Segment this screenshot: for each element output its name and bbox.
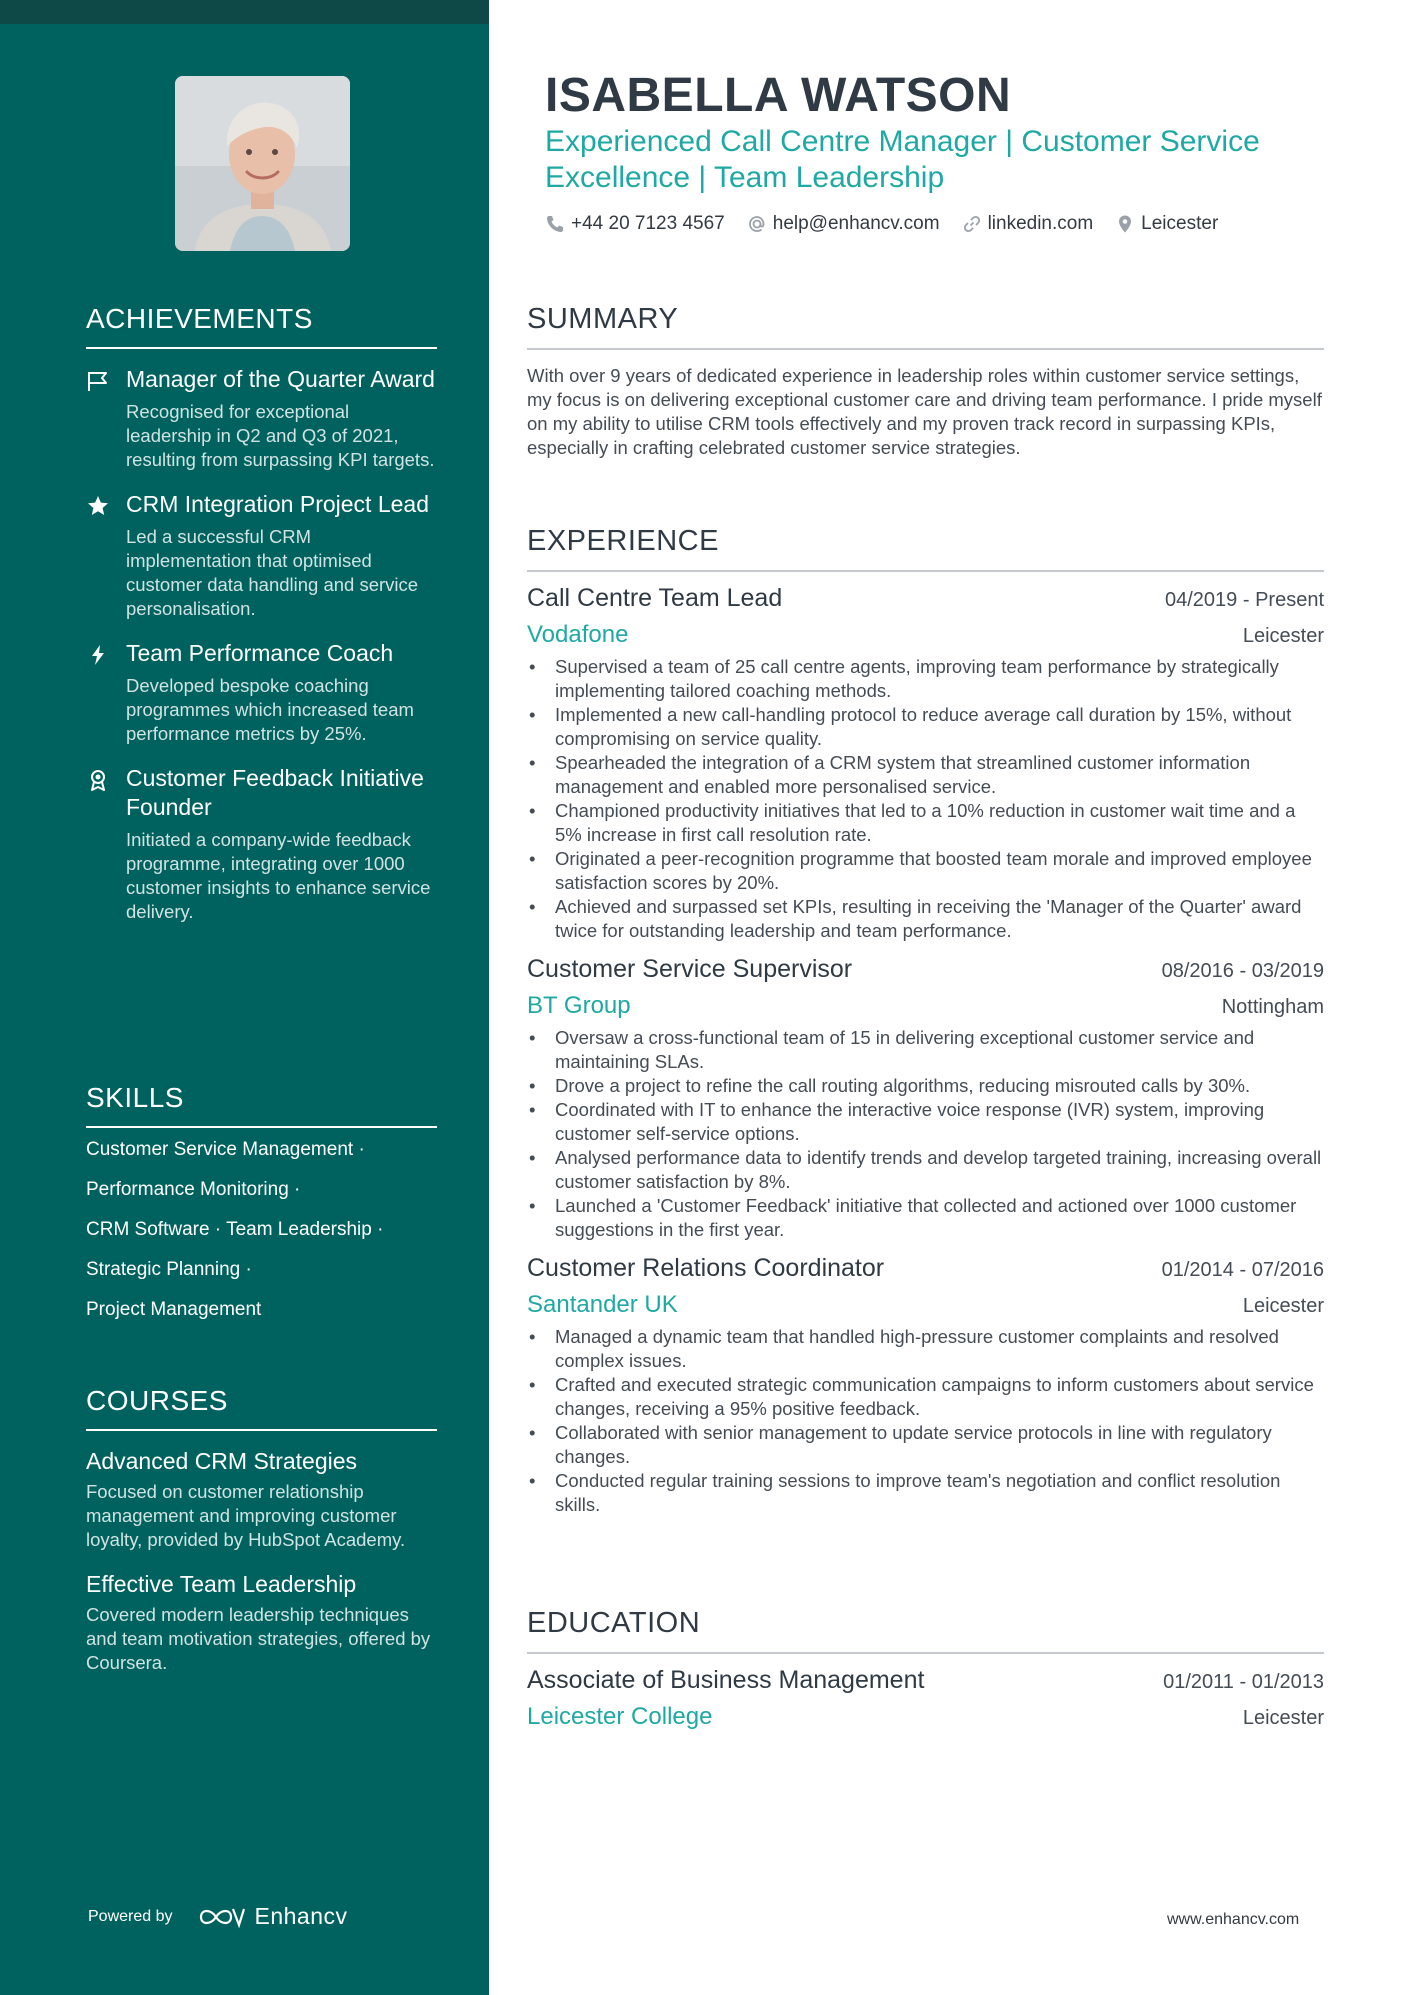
skill-line: Performance Monitoring · bbox=[86, 1179, 301, 1200]
job-bullet: • Analysed performance data to identify trends and develop targeted training, increasing overall customer satisfaction by 8%. bbox=[527, 1146, 1324, 1194]
course-title: Effective Team Leadership bbox=[86, 1571, 357, 1597]
achievement-description: Recognised for exceptional leadership in Q2 and Q3 of 2021, resulting from surpassing KPI targets. bbox=[126, 401, 435, 470]
contact-location bbox=[1115, 213, 1218, 235]
powered-by-label: Powered by bbox=[88, 1907, 173, 1925]
course-item bbox=[86, 1570, 437, 1675]
achievement-description: Initiated a company-wide feedback programme, integrating over 1000 customer insights to enhance service delivery. bbox=[126, 829, 431, 922]
enhancv-logo-icon bbox=[199, 1905, 245, 1929]
course-description: Focused on customer relationship management and improving customer loyalty, provided by HubSpot Academy. bbox=[86, 1481, 406, 1550]
course-item bbox=[86, 1447, 437, 1552]
sidebar bbox=[0, 0, 489, 1995]
bolt-icon bbox=[86, 643, 110, 667]
job-bullets bbox=[527, 655, 1324, 943]
achievement-title: Manager of the Quarter Award bbox=[126, 366, 435, 392]
flag-icon bbox=[86, 369, 110, 393]
job-bullets bbox=[527, 1325, 1324, 1517]
education-location: Leicester bbox=[1242, 1707, 1324, 1729]
skills-list bbox=[86, 1138, 437, 1322]
education-section bbox=[527, 1607, 1324, 1731]
achievement-description: Developed bespoke coaching programmes which increased team performance metrics by 25%. bbox=[126, 675, 414, 744]
brand-logo[interactable] bbox=[199, 1903, 348, 1930]
skill-line: CRM Software · Team Leadership · bbox=[86, 1219, 384, 1240]
achievement-item bbox=[86, 490, 437, 621]
job-entry bbox=[527, 584, 1324, 943]
job-bullet: • Crafted and executed strategic communication campaigns to inform customers about service changes, receiving a 95% positive feedback. bbox=[527, 1373, 1324, 1421]
achievements-section bbox=[86, 303, 437, 942]
courses-section bbox=[86, 1385, 437, 1675]
job-bullet: • Oversaw a cross-functional team of 15 in delivering exceptional customer service and maintaining SLAs. bbox=[527, 1026, 1324, 1074]
skill-line: Strategic Planning · bbox=[86, 1259, 252, 1280]
job-bullet: • Managed a dynamic team that handled high-pressure customer complaints and resolved complex issues. bbox=[527, 1325, 1324, 1373]
achievement-title: CRM Integration Project Lead bbox=[126, 491, 429, 517]
powered-by bbox=[88, 1903, 348, 1930]
skills-heading: SKILLS bbox=[86, 1082, 437, 1128]
courses-heading: COURSES bbox=[86, 1385, 437, 1431]
job-bullet: • Spearheaded the integration of a CRM system that streamlined customer information management and enabled more personalised service. bbox=[527, 751, 1324, 799]
job-dates: 08/2016 - 03/2019 bbox=[1161, 960, 1324, 982]
contact-bar bbox=[545, 213, 1218, 235]
summary-heading: SUMMARY bbox=[527, 303, 1324, 350]
phone-icon bbox=[545, 214, 565, 234]
contact-email-text: help@enhancv.com bbox=[772, 213, 940, 234]
job-title: Customer Relations Coordinator bbox=[527, 1254, 885, 1282]
job-location: Leicester bbox=[1242, 625, 1324, 647]
avatar bbox=[175, 76, 350, 251]
achievement-description: Led a successful CRM implementation that optimised customer data handling and service personalisation. bbox=[126, 526, 419, 619]
job-bullet: • Supervised a team of 25 call centre agents, improving team performance by strategically implementing tailored coaching methods. bbox=[527, 655, 1324, 703]
job-dates: 01/2014 - 07/2016 bbox=[1161, 1259, 1324, 1281]
job-bullet: • Championed productivity initiatives that led to a 10% reduction in customer wait time and a 5% increase in first call resolution rate. bbox=[527, 799, 1324, 847]
course-description: Covered modern leadership techniques and team motivation strategies, offered by Coursera. bbox=[86, 1604, 431, 1673]
achievement-title: Customer Feedback Initiative Founder bbox=[126, 765, 424, 820]
location-pin-icon bbox=[1115, 214, 1135, 234]
job-company: BT Group bbox=[527, 992, 631, 1019]
summary-section bbox=[527, 303, 1324, 460]
job-entry bbox=[527, 1254, 1324, 1517]
job-bullet: • Implemented a new call-handling protocol to reduce average call duration by 15%, without compromising on service quality. bbox=[527, 703, 1324, 751]
person-headline: Experienced Call Centre Manager | Customer Service Excellence | Team Leadership bbox=[545, 125, 1260, 194]
achievement-item bbox=[86, 365, 437, 472]
skill-line: Project Management bbox=[86, 1299, 262, 1320]
person-name: ISABELLA WATSON bbox=[545, 69, 1012, 122]
summary-text: With over 9 years of dedicated experience in leadership roles within customer service settings, my focus is on delivering exceptional customer care and driving team performance. I pride myself on my ability to utilise CRM tools effectively and my proven track record in surpassing KPIs, especially in crafting celebrated customer service strategies. bbox=[527, 365, 1322, 458]
contact-location-text: Leicester bbox=[1141, 213, 1219, 234]
achievement-title: Team Performance Coach bbox=[126, 640, 394, 666]
education-school: Leicester College bbox=[527, 1703, 713, 1730]
contact-email[interactable] bbox=[747, 213, 940, 235]
job-bullet: • Drove a project to refine the call routing algorithms, reducing misrouted calls by 30%. bbox=[527, 1074, 1324, 1098]
job-bullet: • Collaborated with senior management to update service protocols in line with regulatory changes. bbox=[527, 1421, 1324, 1469]
experience-section bbox=[527, 525, 1324, 1517]
star-icon bbox=[86, 494, 110, 518]
job-dates: 04/2019 - Present bbox=[1165, 589, 1324, 611]
education-dates: 01/2011 - 01/2013 bbox=[1163, 1671, 1324, 1693]
award-icon bbox=[86, 768, 110, 792]
job-bullet: • Achieved and surpassed set KPIs, resulting in receiving the 'Manager of the Quarter' award twice for outstanding leadership and team performance. bbox=[527, 895, 1324, 943]
job-bullet: • Originated a peer-recognition programme that boosted team morale and improved employee satisfaction scores by 20%. bbox=[527, 847, 1324, 895]
achievements-list bbox=[86, 365, 437, 924]
job-bullet: • Coordinated with IT to enhance the interactive voice response (IVR) system, improving customer self-service options. bbox=[527, 1098, 1324, 1146]
experience-heading: EXPERIENCE bbox=[527, 525, 1324, 572]
job-entry bbox=[527, 955, 1324, 1242]
education-heading: EDUCATION bbox=[527, 1607, 1324, 1654]
job-location: Nottingham bbox=[1221, 996, 1324, 1018]
skills-section bbox=[86, 1082, 437, 1338]
link-icon bbox=[962, 214, 982, 234]
brand-name: Enhancv bbox=[254, 1903, 348, 1929]
job-bullets bbox=[527, 1026, 1324, 1242]
achievement-item bbox=[86, 639, 437, 746]
skill-line: Customer Service Management · bbox=[86, 1139, 365, 1160]
sidebar-top-band bbox=[0, 0, 489, 24]
achievements-heading: ACHIEVEMENTS bbox=[86, 303, 437, 349]
contact-website[interactable] bbox=[962, 213, 1094, 235]
job-bullet: • Conducted regular training sessions to improve team's negotiation and conflict resolution skills. bbox=[527, 1469, 1324, 1517]
footer-url[interactable]: www.enhancv.com bbox=[1167, 1911, 1300, 1928]
contact-website-text: linkedin.com bbox=[987, 213, 1094, 234]
job-location: Leicester bbox=[1242, 1295, 1324, 1317]
job-bullet: • Launched a 'Customer Feedback' initiative that collected and actioned over 1000 customer suggestions in the first year. bbox=[527, 1194, 1324, 1242]
achievement-item bbox=[86, 764, 437, 924]
course-title: Advanced CRM Strategies bbox=[86, 1448, 358, 1474]
education-degree: Associate of Business Management bbox=[527, 1666, 925, 1694]
at-icon bbox=[747, 214, 767, 234]
contact-phone-text: +44 20 7123 4567 bbox=[571, 213, 725, 234]
contact-phone[interactable] bbox=[545, 213, 725, 235]
job-company: Santander UK bbox=[527, 1291, 678, 1318]
education-entry bbox=[527, 1666, 1324, 1731]
job-title: Call Centre Team Lead bbox=[527, 584, 783, 612]
job-company: Vodafone bbox=[527, 621, 629, 648]
job-title: Customer Service Supervisor bbox=[527, 955, 853, 983]
